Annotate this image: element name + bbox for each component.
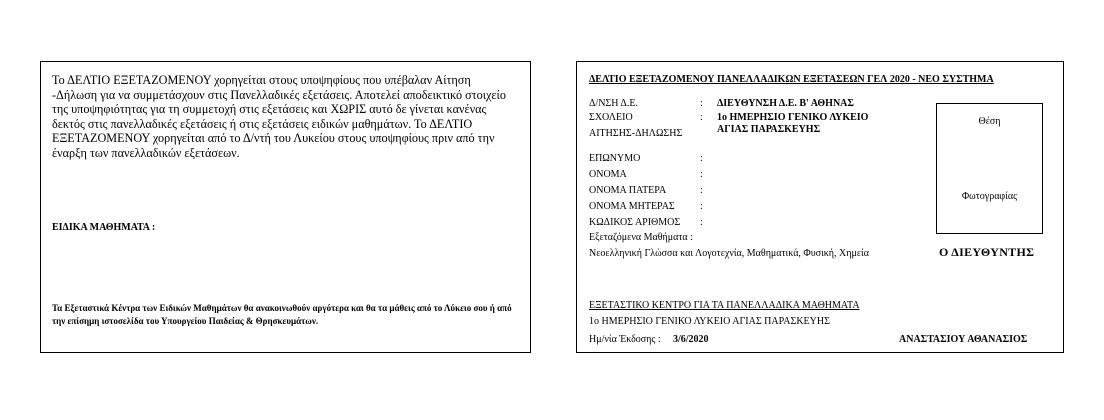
director-name: ΑΝΑΣΤΑΣΙΟΥ ΑΘΑΝΑΣΙΟΣ [899,334,1028,345]
card-instructions [40,61,531,353]
school-value-line1: 1ο ΗΜΕΡΗΣΙΟ ΓΕΝΙΚΟ ΛΥΚΕΙΟ [717,112,869,123]
instructions-text: Το ΔΕΛΤΙΟ ΕΞΕΤΑΖΟΜΕΝΟΥ χορηγείται στους υποψηφίους που υπέβαλαν Αίτηση -Δήλωση για να συμμετάσχουν στις Πανελλαδικές εξετάσεις. Αποτελεί αποδεικτικό στοιχείο της υποψηφιότητας για τη συμμετοχή στις εξετάσεις και ΧΩΡΙΣ αυτό δε γίνεται κανένας δεκτός στις πανελλαδικές εξετάσεις ή στις εξετάσεις ειδικών μαθημάτων. Το ΔΕΛΤΙΟ ΕΞΕΤΑΖΟΜΕΝΟΥ χορηγείται από το Δ/ντή του Λυκείου στους υποψηφίους πριν από την έναρξη των πανελλαδικών εξετάσεων. [52,73,506,160]
photo-placeholder [936,103,1043,234]
code-number-label: ΚΩΔΙΚΟΣ ΑΡΙΘΜΟΣ [589,217,681,228]
school-colon: : [700,112,703,123]
exam-centers-notice: Τα Εξεταστικά Κέντρα των Ειδικών Μαθημάτων θα ανακοινωθούν αργότερα και θα τα μάθεις από το Λύκειο σου ή από την επίσημη ιστοσελίδα του Υπουργείου Παιδείας & Θρησκευμάτων. [52,303,512,326]
dnsh-label: Δ/ΝΣΗ Δ.Ε. [589,98,638,109]
surname-label: ΕΠΩΝΥΜΟ [589,153,641,164]
card-candidate-slip [576,61,1064,353]
special-subjects-label: ΕΙΔΙΚΑ ΜΑΘΗΜΑΤΑ : [52,222,156,233]
photo-placeholder-label-bottom: Φωτογραφίας [961,191,1018,202]
mother-name-label: ΟΝΟΜΑ ΜΗΤΕΡΑΣ [589,201,675,212]
father-name-label: ΟΝΟΜΑ ΠΑΤΕΡΑ [589,185,667,196]
slip-title: ΔΕΛΤΙΟ ΕΞΕΤΑΖΟΜΕΝΟΥ ΠΑΝΕΛΛΑΔΙΚΩΝ ΕΞΕΤΑΣΕΩΝ ΓΕΛ 2020 - ΝΕΟ ΣΥΣΤΗΜΑ [589,74,994,85]
school-label-line2: ΑΙΤΗΣΗΣ-ΔΗΛΩΣΗΣ [589,128,683,139]
exam-subjects-value: Νεοελληνική Γλώσσα και Λογοτεχνία, Μαθηματικά, Φυσική, Χημεία [589,248,869,259]
school-label: ΣΧΟΛΕΙΟ [589,112,633,123]
dnsh-colon: : [700,98,703,109]
director-title: Ο ΔΙΕΥΘΥΝΤΗΣ [939,245,1035,259]
mother-name-colon: : [700,201,703,212]
name-colon: : [700,169,703,180]
issue-date-value: 3/6/2020 [673,334,709,345]
surname-colon: : [700,153,703,164]
dnsh-value: ΔΙΕΥΘΥΝΣΗ Δ.Ε. Β' ΑΘΗΝΑΣ [717,98,854,109]
exam-subjects-label: Εξεταζόμενα Μαθήματα : [589,232,693,243]
photo-placeholder-label-top: Θέση [978,116,1001,127]
father-name-colon: : [700,185,703,196]
exam-center-value: 1ο ΗΜΕΡΗΣΙΟ ΓΕΝΙΚΟ ΛΥΚΕΙΟ ΑΓΙΑΣ ΠΑΡΑΣΚΕΥΗΣ [589,316,830,327]
name-label: ΟΝΟΜΑ [589,169,627,180]
issue-date-label: Ημ/νία Έκδοσης : [589,334,661,345]
school-value-line2: ΑΓΙΑΣ ΠΑΡΑΣΚΕΥΗΣ [717,124,821,135]
exam-center-title: ΕΞΕΤΑΣΤΙΚΟ ΚΕΝΤΡΟ ΓΙΑ ΤΑ ΠΑΝΕΛΛΑΔΙΚΑ ΜΑΘΗΜΑΤΑ [589,300,860,311]
code-number-colon: : [700,217,703,228]
